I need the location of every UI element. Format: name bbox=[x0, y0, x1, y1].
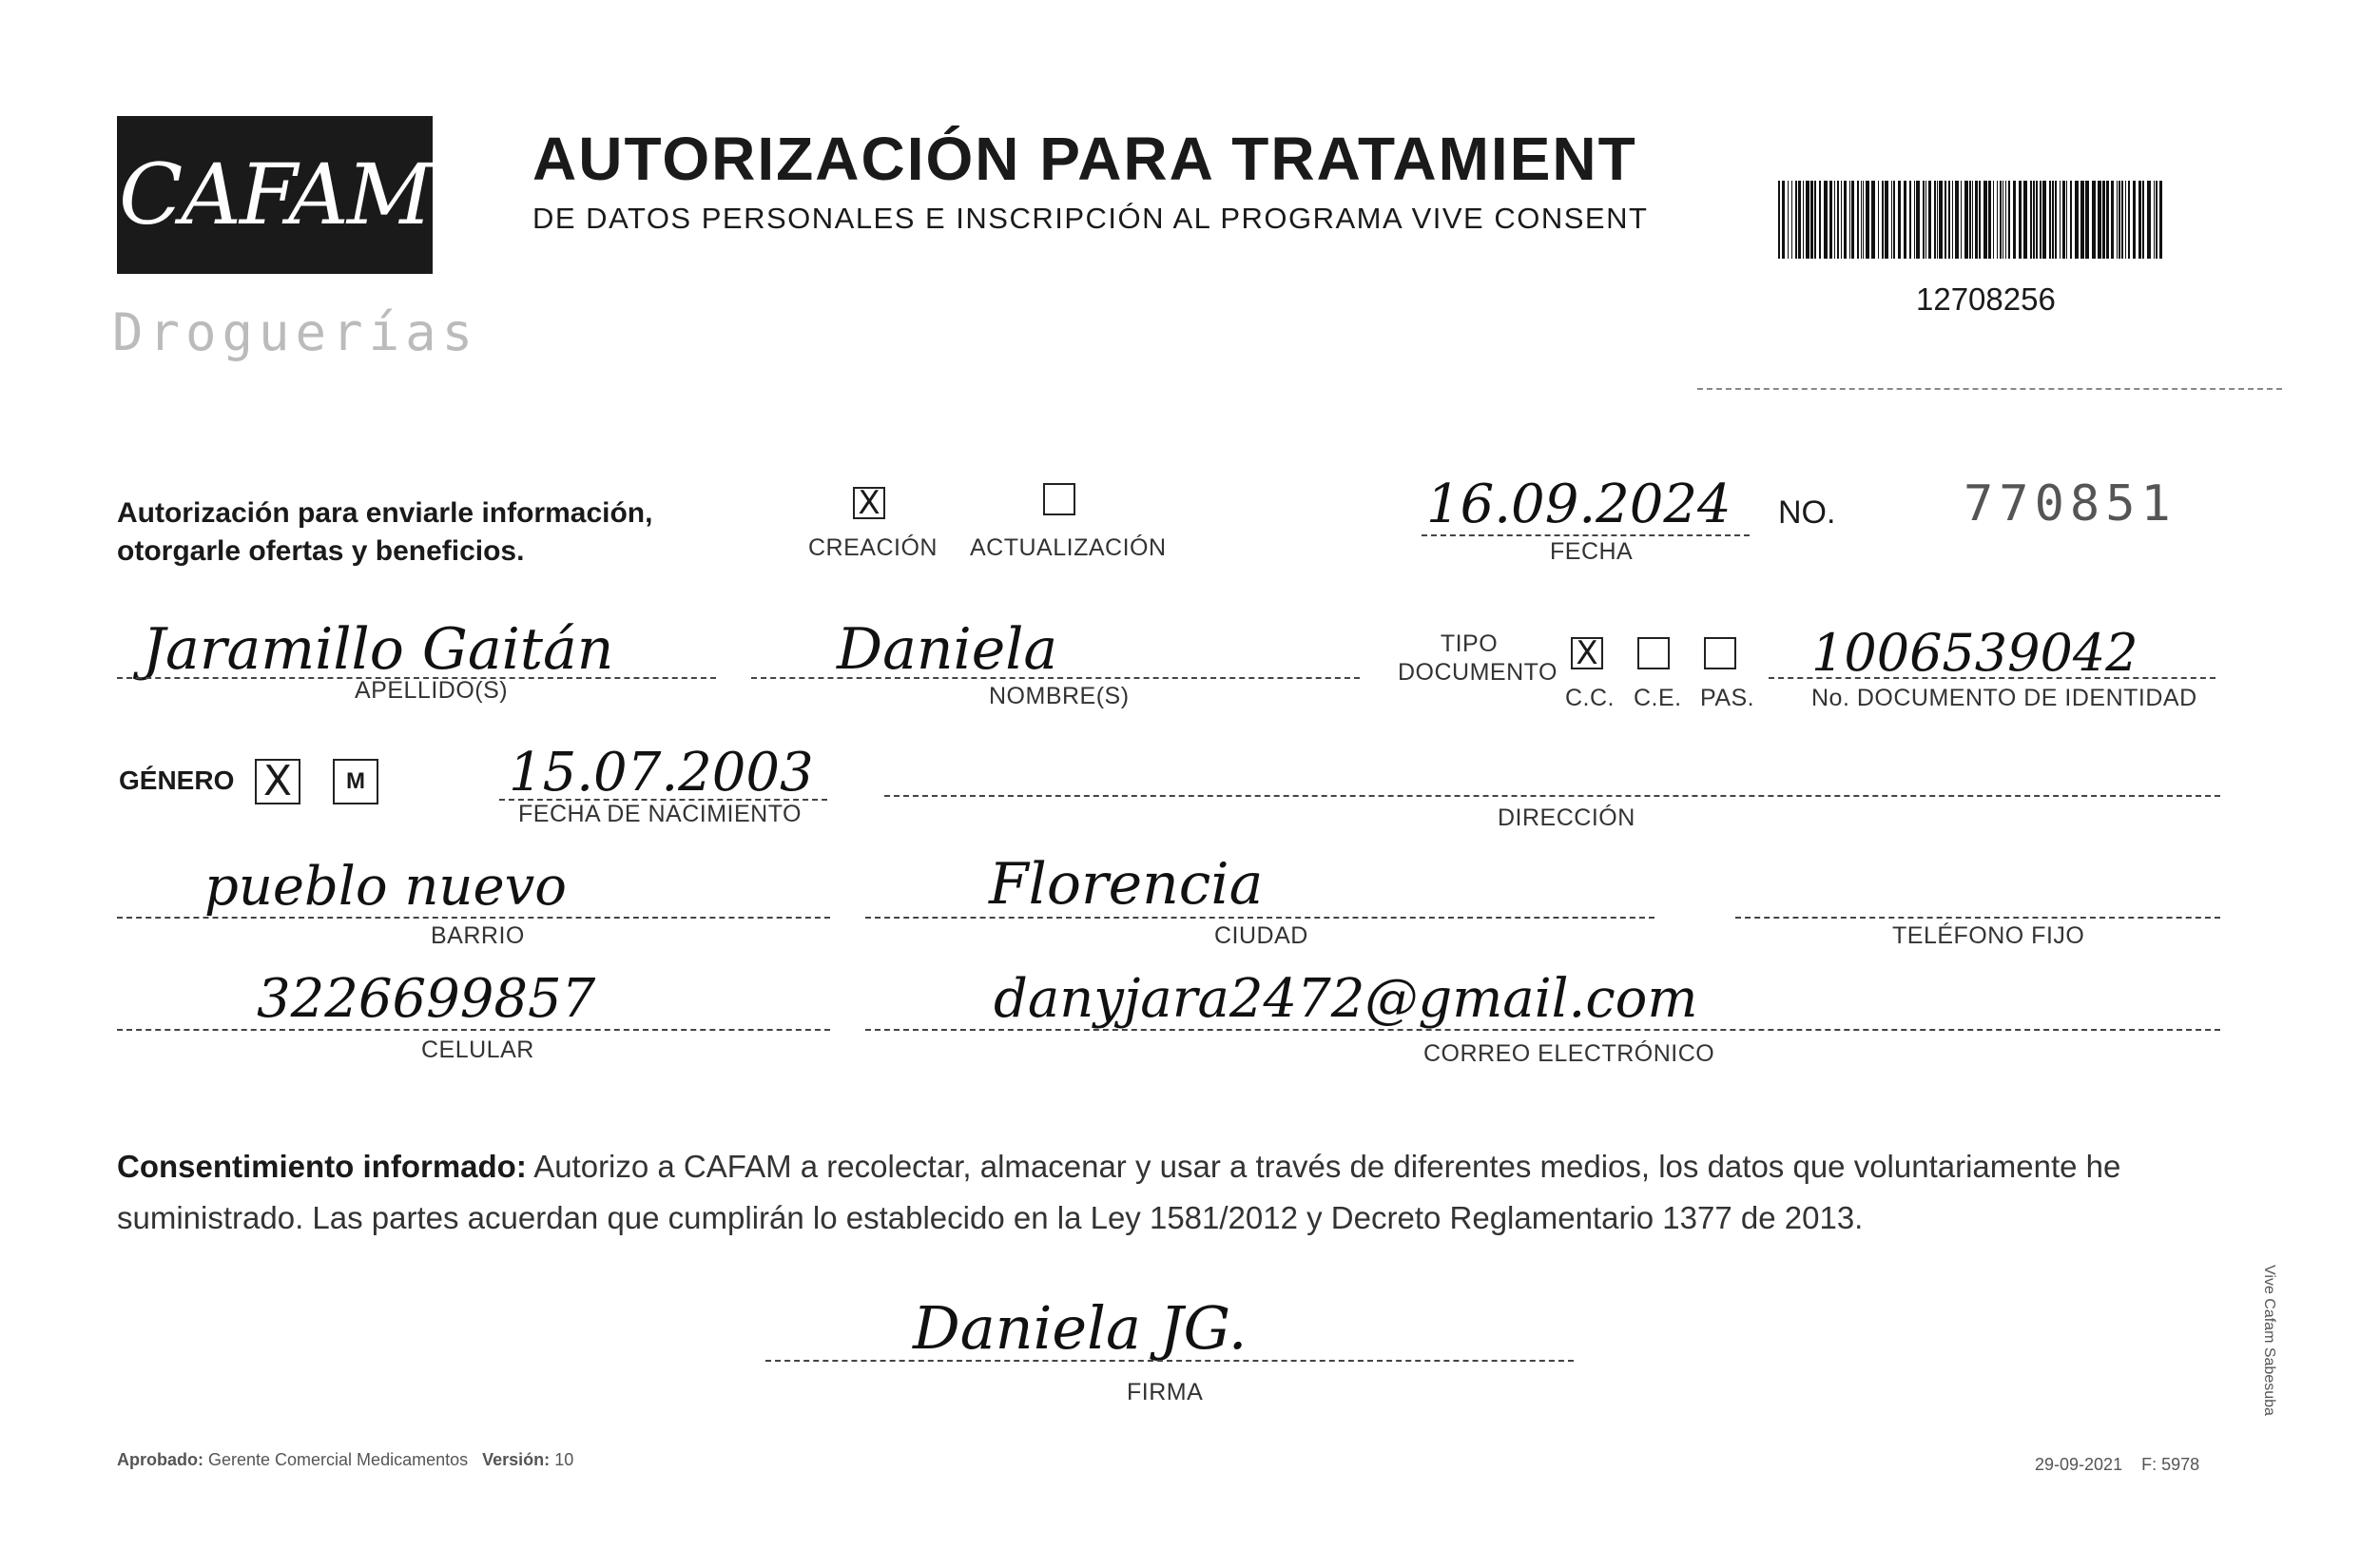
fecha-line bbox=[1422, 534, 1750, 536]
logo-text: CAFAM bbox=[119, 145, 431, 243]
barrio-line bbox=[117, 917, 830, 919]
ciudad-label: CIUDAD bbox=[1214, 922, 1308, 949]
celular-label: CELULAR bbox=[421, 1037, 534, 1063]
no-label: NO. bbox=[1778, 494, 1836, 531]
telefono-label: TELÉFONO FIJO bbox=[1892, 922, 2085, 949]
form-title: AUTORIZACIÓN PARA TRATAMIENT bbox=[532, 125, 1637, 193]
logo-subtext: Droguerías bbox=[112, 302, 479, 362]
consent-paragraph bbox=[117, 1141, 2228, 1244]
genero-f-checkbox[interactable] bbox=[255, 759, 300, 804]
version-label: Versión: bbox=[482, 1450, 551, 1469]
serial-number: 770851 bbox=[1964, 475, 2177, 533]
tipo-documento-label: TIPO DOCUMENTO bbox=[1398, 630, 1558, 686]
nacimiento-label: FECHA DE NACIMIENTO bbox=[518, 801, 802, 827]
pas-checkbox[interactable] bbox=[1704, 637, 1736, 669]
genero-m-checkbox[interactable] bbox=[333, 759, 378, 804]
consent-body: Autorizo a CAFAM a recolectar, almacenar y usar a través de diferentes medios, los datos que voluntariamente he suministrado. Las partes acuerdan que cumplirán lo establecido en la Ley 1581/2012 y Decreto Reglamentario 1377 de 2013. bbox=[117, 1149, 2121, 1235]
authorization-text: Autorización para enviarle información, otorgarle ofertas y beneficios. bbox=[117, 497, 653, 567]
nombres-line bbox=[751, 677, 1360, 679]
fecha-value[interactable]: 16.09.2024 bbox=[1426, 474, 1732, 535]
form-code: F: 5978 bbox=[2141, 1455, 2200, 1474]
direccion-line bbox=[884, 795, 2220, 797]
genero-m-label: M bbox=[346, 768, 365, 794]
pas-label: PAS. bbox=[1700, 685, 1755, 711]
ce-checkbox[interactable] bbox=[1637, 637, 1670, 669]
telefono-line bbox=[1735, 917, 2220, 919]
footer-codes bbox=[2035, 1455, 2199, 1475]
celular-value[interactable]: 3226699857 bbox=[257, 968, 596, 1030]
nacimiento-value[interactable]: 15.07.2003 bbox=[509, 742, 814, 804]
ciudad-line bbox=[865, 917, 1654, 919]
celular-line bbox=[117, 1029, 830, 1031]
actualizacion-label: ACTUALIZACIÓN bbox=[970, 534, 1167, 561]
creacion-checkbox[interactable] bbox=[853, 484, 885, 522]
barrio-label: BARRIO bbox=[431, 922, 525, 949]
documento-value[interactable]: 1006539042 bbox=[1811, 623, 2138, 683]
side-text: Vive Cafam Sabesuba bbox=[2261, 1265, 2277, 1416]
correo-label: CORREO ELECTRÓNICO bbox=[1423, 1040, 1715, 1067]
header-divider bbox=[1697, 388, 2282, 390]
cc-label: C.C. bbox=[1565, 685, 1615, 711]
apellidos-label: APELLIDO(S) bbox=[355, 677, 509, 704]
signature-line bbox=[765, 1360, 1574, 1362]
correo-value[interactable]: danyjara2472@gmail.com bbox=[994, 968, 1698, 1030]
cc-checkbox[interactable] bbox=[1571, 634, 1603, 672]
barcode bbox=[1778, 181, 2164, 259]
fecha-label: FECHA bbox=[1550, 538, 1634, 565]
actualizacion-checkbox[interactable] bbox=[1043, 483, 1075, 515]
creacion-check-mark: X bbox=[858, 484, 880, 522]
documento-label: No. DOCUMENTO DE IDENTIDAD bbox=[1811, 685, 2197, 711]
barrio-value[interactable]: pueblo nuevo bbox=[204, 856, 567, 918]
date-code: 29-09-2021 bbox=[2035, 1455, 2123, 1474]
consent-heading: Consentimiento informado: bbox=[117, 1149, 527, 1184]
creacion-label: CREACIÓN bbox=[808, 534, 938, 561]
ciudad-value[interactable]: Florencia bbox=[989, 851, 1264, 918]
aprobado-label: Aprobado: bbox=[117, 1450, 203, 1469]
apellidos-value[interactable]: Jaramillo Gaitán bbox=[143, 616, 614, 683]
nombres-value[interactable]: Daniela bbox=[837, 616, 1058, 683]
documento-line bbox=[1769, 677, 2216, 679]
signature-label: FIRMA bbox=[1127, 1379, 1204, 1405]
correo-line bbox=[865, 1029, 2220, 1031]
ce-label: C.E. bbox=[1634, 685, 1682, 711]
direccion-label: DIRECCIÓN bbox=[1498, 804, 1635, 831]
genero-f-mark: X bbox=[262, 757, 293, 805]
cc-check-mark: X bbox=[1576, 634, 1598, 672]
barcode-number: 12708256 bbox=[1916, 281, 2056, 317]
nombres-label: NOMBRE(S) bbox=[989, 683, 1130, 709]
form-subtitle: DE DATOS PERSONALES E INSCRIPCIÓN AL PROGRAMA VIVE CONSENT bbox=[532, 202, 1649, 235]
version-value: 10 bbox=[554, 1450, 574, 1469]
cafam-logo bbox=[117, 116, 433, 274]
aprobado-value: Gerente Comercial Medicamentos bbox=[208, 1450, 469, 1469]
genero-label: GÉNERO bbox=[119, 765, 235, 795]
signature-value[interactable]: Daniela JG. bbox=[913, 1293, 1248, 1363]
footer-approval bbox=[117, 1450, 573, 1470]
